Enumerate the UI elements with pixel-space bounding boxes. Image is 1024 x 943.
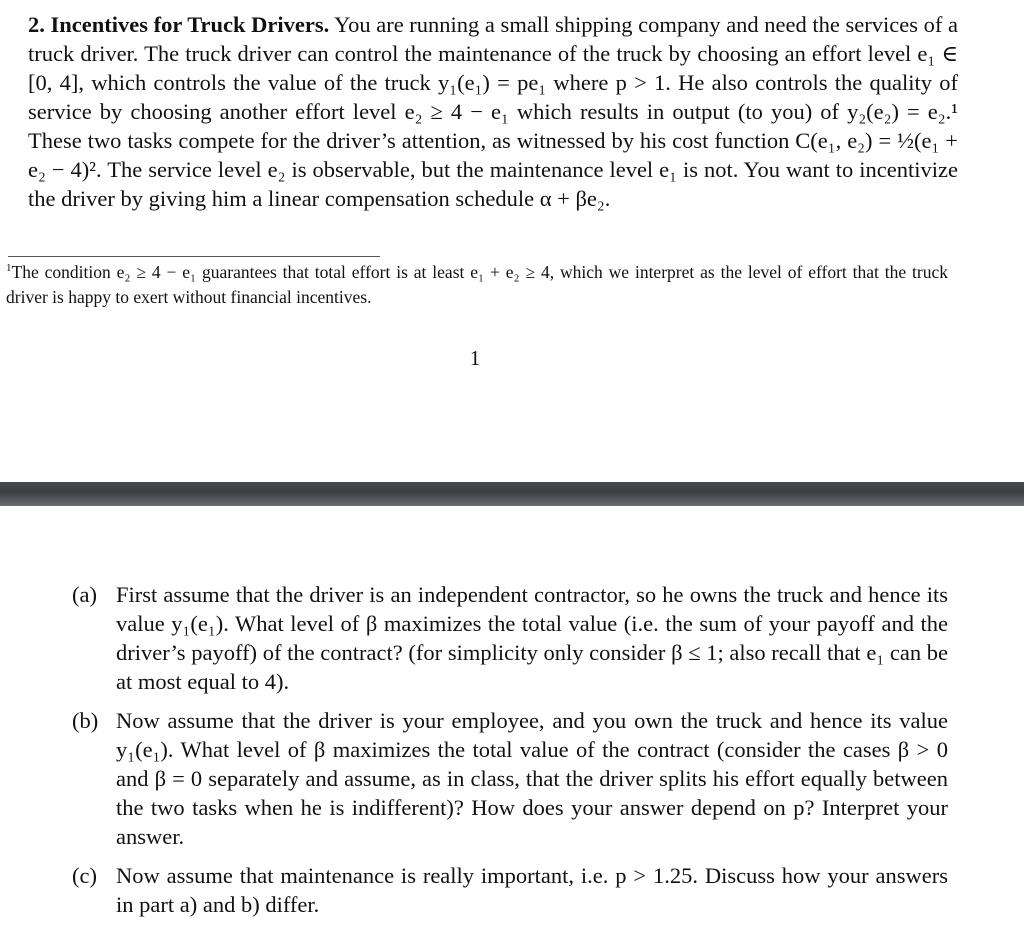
problem-number: 2.	[28, 12, 45, 37]
part-text: Now assume that maintenance is really important, i.e. p > 1.25. Discuss how your answers in part a) and b) differ.	[116, 863, 948, 917]
page-divider	[0, 482, 1024, 506]
part-text: First assume that the driver is an independent contractor, so he owns the truck and hence its value y₁(e₁). What level of β maximizes the total value (i.e. the sum of your payoff and the driver’s payoff) of the contract? (for simplicity only consider β ≤ 1; also recall that e₁ can be at most equal to 4).	[116, 582, 948, 694]
footnote-rule	[8, 256, 380, 257]
part-label: (c)	[72, 863, 97, 888]
part-text: Now assume that the driver is your employee, and you own the truck and hence its value y₁(e₁). What level of β maximizes the total value of the contract (consider the cases β > 0 and β = 0 separately and assume, as in class, that the driver splits his effort equally between the two tasks when he is indifferent)? How does your answer depend on p? Interpret your answer.	[116, 708, 948, 849]
problem-statement	[28, 10, 958, 213]
problem-title: Incentives for Truck Drivers.	[50, 12, 330, 37]
part-label: (a)	[72, 582, 97, 607]
problem-text: You are running a small shipping company and need the services of a truck driver. The truck driver can control the maintenance of the truck by choosing an effort level e₁ ∈ [0, 4], which controls the value of the truck y₁(e₁) = pe₁ where p > 1. He also controls the quality of service by choosing another effort level e₂ ≥ 4 − e₁ which results in output (to you) of y₂(e₂) = e₂.¹ These two tasks compete for the driver’s attention, as witnessed by his cost function C(e₁, e₂) = ½(e₁ + e₂ − 4)². The service level e₂ is observable, but the maintenance level e₁ is not. You want to incentivize the driver by giving him a linear compensation schedule α + βe₂.	[28, 12, 959, 211]
footnote	[6, 260, 948, 310]
page-number: 1	[469, 346, 481, 370]
footnote-text: The condition e₂ ≥ 4 − e₁ guarantees that total effort is at least e₁ + e₂ ≥ 4, which we interpret as the level of effort that the truck driver is happy to exert without financial incentives.	[6, 262, 948, 307]
part-b	[72, 706, 948, 851]
part-label: (b)	[72, 708, 99, 733]
part-c	[72, 861, 948, 919]
problem-parts	[72, 580, 948, 929]
footnote-marker: 1	[6, 262, 12, 275]
part-a	[72, 580, 948, 696]
